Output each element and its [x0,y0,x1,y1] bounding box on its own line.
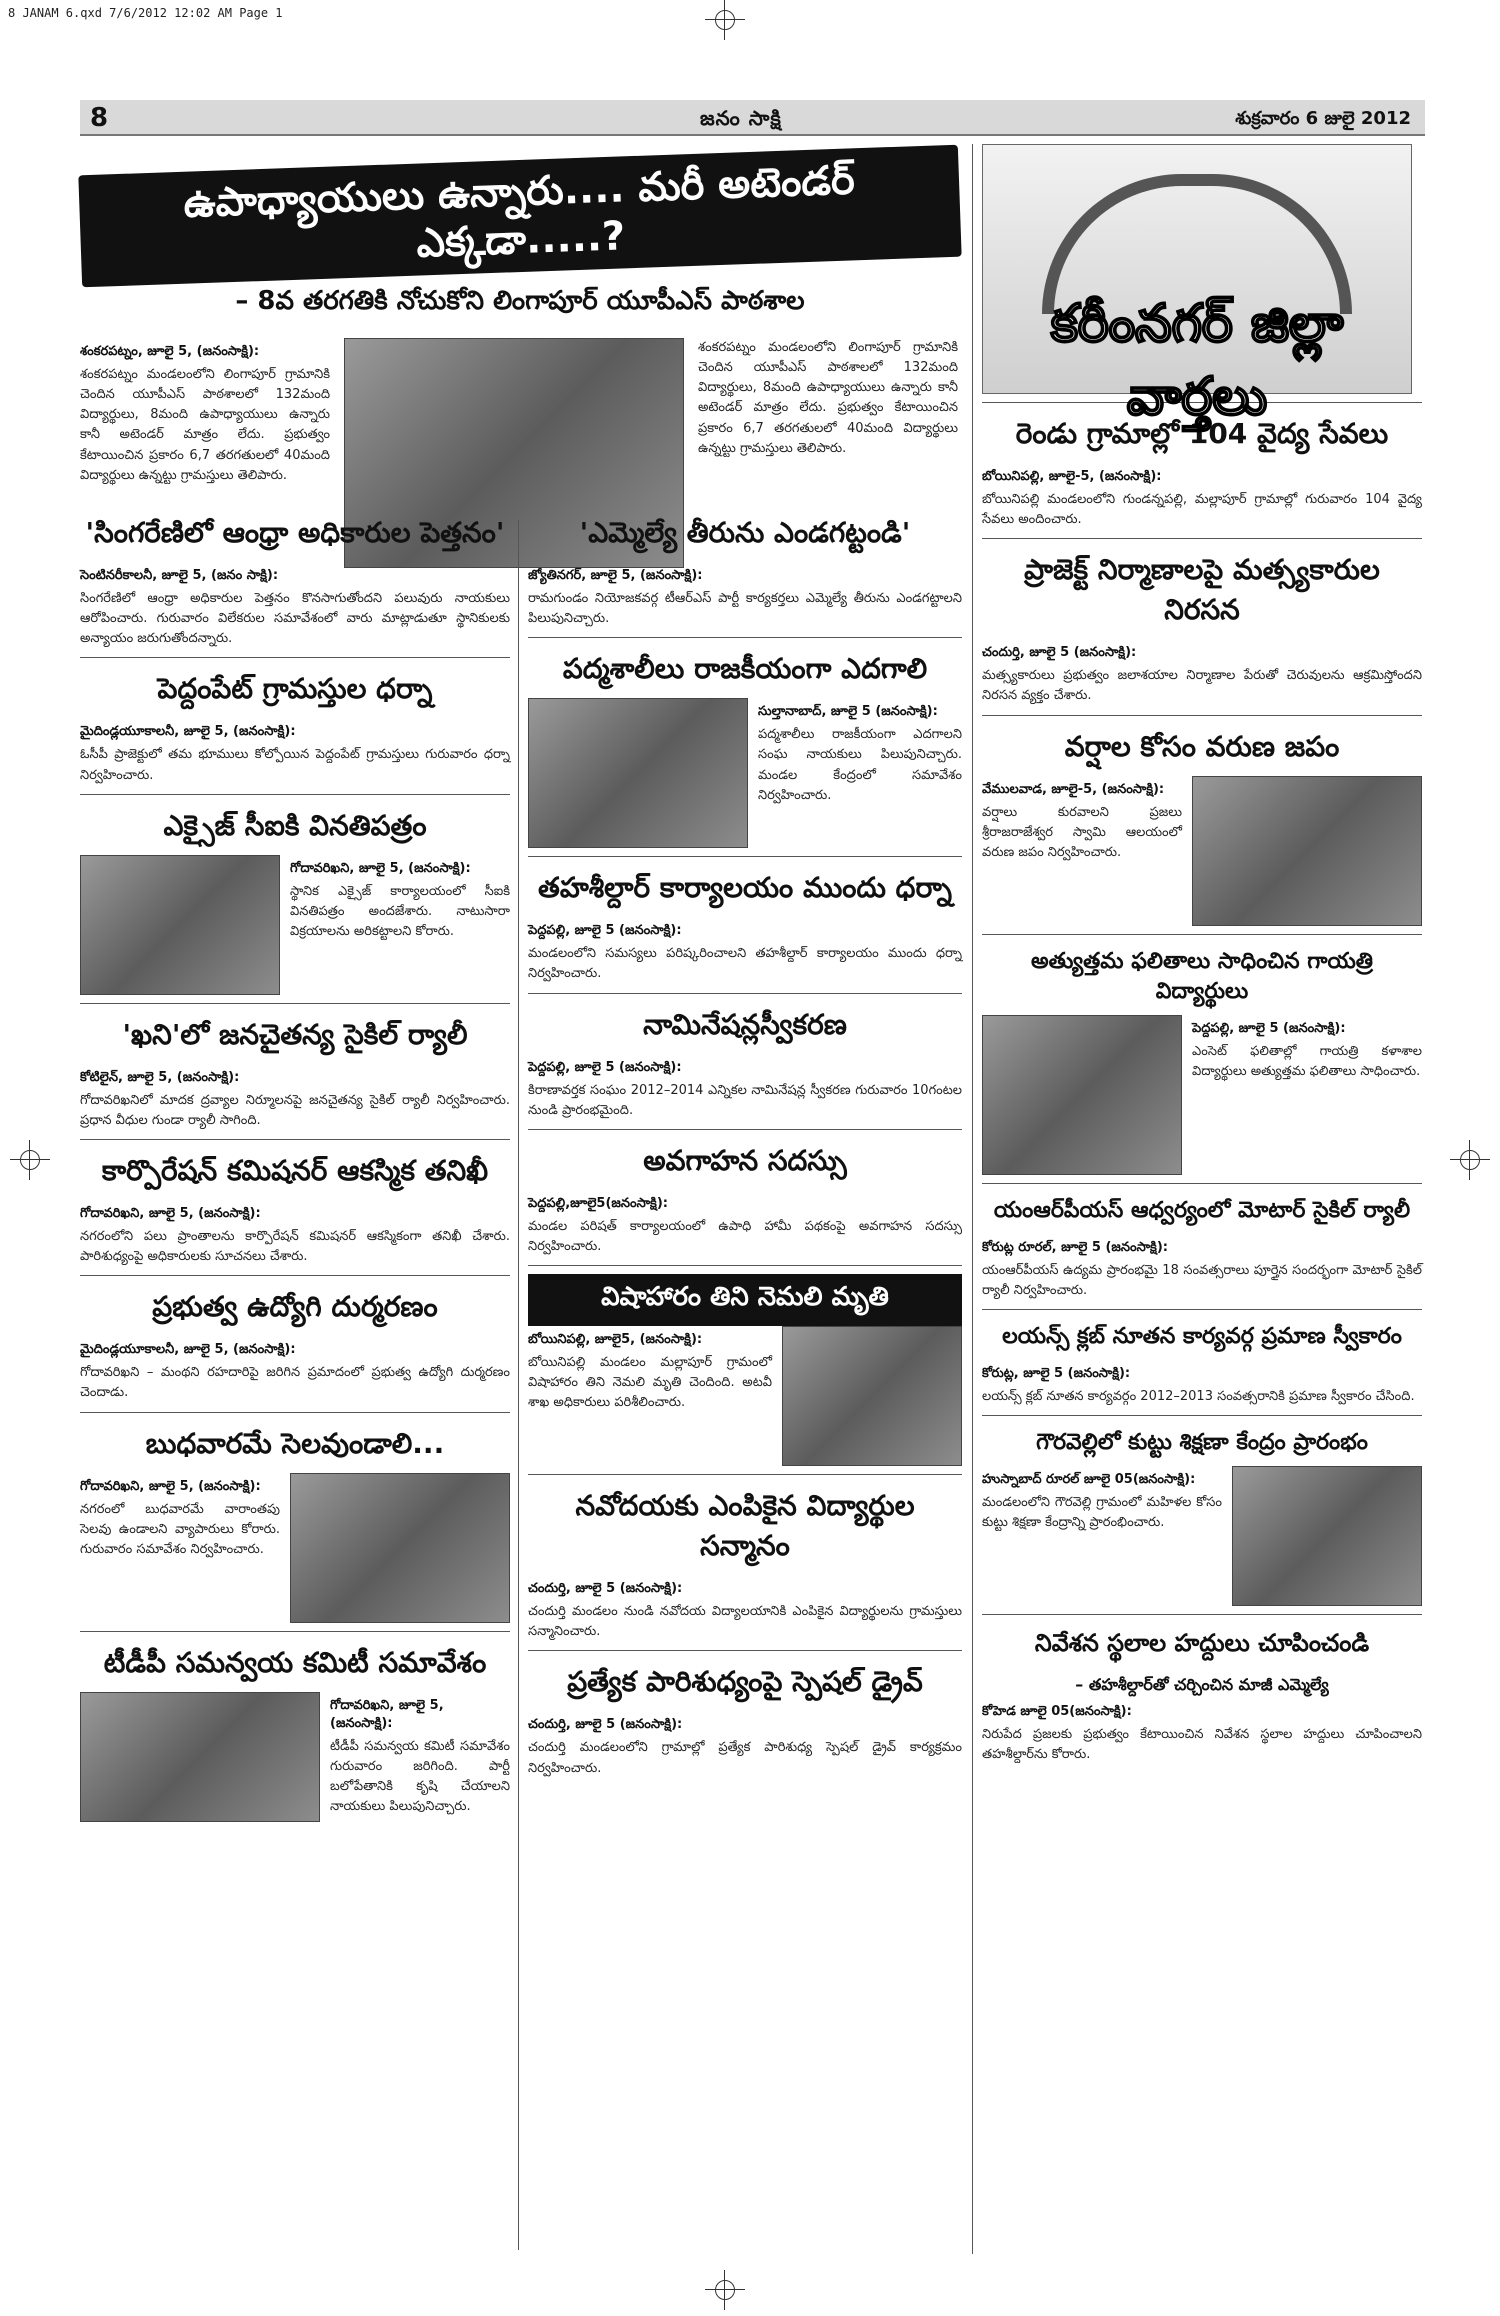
divider [982,1614,1422,1615]
story-mla [528,510,962,629]
dateline: గోదావరిఖని, జూలై 5, (జనంసాక్షి): [290,860,471,876]
story-gayatri [982,943,1422,1175]
headline: నామినేషన్లస్వీకరణ [643,1007,847,1041]
story-sanitation [528,1659,962,1778]
divider [80,1275,510,1276]
body: నిరుపేద ప్రజలకు ప్రభుత్వం కేటాయించిన నివేశన స్థలాల హద్దులు చూపించాలని తహశీల్దార్‌ను కోరారు. [982,1726,1422,1763]
headline: రెండు గ్రామాల్లో 104 వైద్య సేవలు [1015,417,1389,450]
body: వర్షాలు కురవాలని ప్రజలు శ్రీరాజరాజేశ్వర స్వామి ఆలయంలో వరుణ జపం నిర్వహించారు. [982,804,1182,860]
dateline: చందుర్తి, జూలై 5 (జనంసాక్షి): [528,1581,683,1597]
dateline: బోయినిపల్లి, జూలై5, (జనంసాక్షి): [528,1332,703,1348]
story-photo [80,855,280,995]
column-rule-2 [972,144,973,2254]
story-padmashali [528,646,962,848]
story-excise [80,803,510,995]
divider [80,1139,510,1140]
body: మండల పరిషత్ కార్యాలయంలో ఉపాధి హామీ పథకంపై అవగాహన సదస్సు నిర్వహించారు. [528,1218,962,1254]
district-title-graphic [982,144,1412,427]
story-mrps-rally [982,1192,1422,1301]
story-commissioner [80,1148,510,1267]
body: టీడీపీ సమన్వయ కమిటీ సమావేశం గురువారం జరిగింది. పార్టీ బలోపేతానికి కృషి చేయాలని నాయకులు పిలుపునిచ్చారు. [330,1738,510,1814]
body: మత్స్యకారులు ప్రభుత్వం జలాశయాల నిర్మాణాల పేరుతో చెరువులను ఆక్రమిస్తోందని నిరసన వ్యక్తం చేశారు. [982,668,1422,704]
headline: బుధవారమే సెలవుండాలి... [145,1426,445,1460]
headline: యంఆర్‌పీయస్ ఆధ్వర్యంలో మోటార్ సైకిల్ ర్యాలీ [993,1197,1411,1223]
divider [528,637,962,638]
divider [528,993,962,994]
story-wednesday-holiday [80,1421,510,1623]
registration-mark-bottom [705,2270,745,2310]
registration-mark-left [10,1140,50,1180]
divider [528,1474,962,1475]
headline: గౌరవెల్లిలో కుట్టు శిక్షణా కేంద్రం ప్రారంభం [1036,1429,1368,1455]
story-nominations [528,1002,962,1121]
divider [528,1265,962,1266]
dateline: పెద్దపల్లి, జూలై 5 (జనంసాక్షి): [528,1059,682,1075]
column-3 [982,144,1422,1765]
headline: వర్షాల కోసం వరుణ జపం [1064,729,1340,763]
dateline: చందుర్తి, జూలై 5 (జనంసాక్షి): [528,1717,683,1733]
body: మండలంలోని గౌరవెల్లి గ్రామంలో మహిళల కోసం కుట్టు శిక్షణా కేంద్రాన్ని ప్రారంభించారు. [982,1494,1222,1531]
body: గోదావరిఖని – మంథని రహదారిపై జరిగిన ప్రమాదంలో ప్రభుత్వ ఉద్యోగి దుర్మరణం చెందాడు. [80,1365,510,1401]
story-tdp [80,1640,510,1822]
divider [528,1129,962,1130]
headline: తహశీల్దార్ కార్యాలయం ముందు ధర్నా [538,871,952,905]
dateline: కోరుట్ల రూరల్, జూలై 5 (జనంసాక్షి): [982,1239,1168,1255]
dateline: మైదిండ్లయూకాలనీ, జూలై 5, (జనంసాక్షి): [80,1342,296,1358]
masthead: జనం సాక్షి [700,106,782,130]
lead-story [80,157,960,568]
dateline: కోహెడ జూలై 05(జనంసాక్షి): [982,1703,1132,1719]
headline: పద్మశాలీలు రాజకీయంగా ఎదగాలి [562,652,928,686]
dateline: గోదావరిఖని, జూలై 5, (జనంసాక్షి): [80,1205,261,1221]
body: ఎంసెట్ ఫలితాల్లో గాయత్రి కళాశాల విద్యార్థులు అత్యుత్తమ ఫలితాలు సాధించారు. [1192,1043,1422,1079]
column-1 [80,510,510,1822]
headline: 'ఎమ్మెల్యే తీరును ఎండగట్టండి' [579,516,911,549]
story-employee-death [80,1284,510,1403]
body: బోయినిపల్లి మండలంలోని గుండన్నపల్లి, మల్లాపూర్ గ్రామాల్లో గురువారం 104 వైద్య సేవలు అందించారు. [982,492,1422,528]
dateline: కోరుట్ల, జూలై 5 (జనంసాక్షి): [982,1365,1131,1381]
divider [528,856,962,857]
headline: ఎక్సైజ్ సీఐకి వినతిపత్రం [163,808,427,842]
story-photo [1232,1466,1422,1606]
divider [982,538,1422,539]
body: యంఆర్‌పీయస్ ఉద్యమ ప్రారంభమై 18 సంవత్సరాలు పూర్తైన సందర్భంగా మోటార్ సైకిల్ ర్యాలీ నిర్వహించారు. [982,1262,1422,1298]
divider [982,934,1422,935]
dateline: గోదావరిఖని, జూలై 5, (జనంసాక్షి): [330,1697,444,1731]
headline: ప్రత్యేక పారిశుధ్యంపై స్పెషల్ డ్రైవ్ [567,1665,923,1699]
dateline: గోదావరిఖని, జూలై 5, (జనంసాక్షి): [80,1478,261,1494]
headline: ప్రాజెక్ట్ నిర్మాణాలపై మత్స్యకారుల నిరసన [1024,553,1380,627]
dateline: సెంటినరీకాలనీ, జూలై 5, (జనం సాక్షి): [80,568,279,583]
dateline: పెద్దపల్లి, జూలై 5 (జనంసాక్షి): [528,923,682,939]
divider [982,715,1422,716]
story-fishermen [982,547,1422,706]
headline: 'ఖని'లో జనచైతన్య సైకిల్ ర్యాలీ [122,1017,468,1051]
subhead: – తహశీల్దార్‌తో చర్చించిన మాజీ ఎమ్మెల్యే [1075,1674,1329,1694]
headline: టీడీపీ సమన్వయ కమిటీ సమావేశం [103,1645,487,1679]
story-peddampet [80,666,510,785]
column-2 [528,510,962,1779]
story-peacock [528,1274,962,1466]
newspaper-page [80,100,1425,2260]
body: సింగరేణిలో ఆంధ్రా అధికారుల పెత్తనం కొనసాగుతోందని పలువురు నాయకులు ఆరోపించారు. గురువారం విలేకరుల సమావేశంలో వారు మాట్లాడుతూ స్థానికులకు అన్యాయం జరుగుతోందన్నారు. [80,591,510,647]
divider [80,657,510,658]
divider [528,1650,962,1651]
divider [982,1183,1422,1184]
body: చందుర్తి మండలంలోని గ్రామాల్లో ప్రత్యేక పారిశుధ్య స్పెషల్ డ్రైవ్ కార్యక్రమం నిర్వహించారు. [528,1740,962,1776]
story-navodaya [528,1483,962,1642]
dateline: పెద్దపల్లి, జూలై 5 (జనంసాక్షి): [1192,1020,1346,1036]
body: స్థానిక ఎక్సైజ్ కార్యాలయంలో సీఐకి వినతిపత్రం అందజేశారు. నాటుసారా విక్రయాలను అరికట్టాలని కోరారు. [290,883,510,939]
story-lions-club [982,1318,1422,1407]
body: మండలంలోని సమస్యలు పరిష్కరించాలని తహశీల్దార్ కార్యాలయం ముందు ధర్నా నిర్వహించారు. [528,946,962,982]
headline: అవగాహన సదస్సు [643,1143,847,1177]
story-photo [80,1692,320,1822]
story-photo [1192,776,1422,926]
dateline: పెద్దపల్లి,జూలై5(జనంసాక్షి): [528,1195,668,1211]
body: పద్మశాలీలు రాజకీయంగా ఎదగాలని సంఘ నాయకులు పిలుపునిచ్చారు. మండల కేంద్రంలో సమావేశం నిర్వహించారు. [758,727,962,803]
issue-date: శుక్రవారం 6 జులై 2012 [1235,108,1411,129]
headline: నివేశన స్థలాల హద్దులు చూపించండి [1034,1628,1370,1657]
body: గోదావరిఖనిలో మాదక ద్రవ్యాల నిర్మూలనపై జనచైతన్య సైకిల్ ర్యాలీ నిర్వహించారు. ప్రధాన వీధుల గుండా ర్యాలీ సాగింది. [80,1092,510,1128]
body: నగరంలో బుధవారమే వారాంతపు సెలవు ఉండాలని వ్యాపారులు కోరారు. గురువారం సమావేశం నిర్వహించారు. [80,1501,280,1557]
lead-subhead: – 8వ తరగతికి నోచుకోని లింగాపూర్ యూపీఎస్ పాఠశాల [235,286,805,316]
story-photo [982,1015,1182,1175]
body: ఓసీపీ ప్రాజెక్టులో తమ భూములు కోల్పోయిన పెద్దంపేట్ గ్రామస్తులు గురువారం ధర్నా నిర్వహించారు. [80,747,510,783]
headline: పెద్దంపేట్ గ్రామస్తుల ధర్నా [157,672,433,706]
column-rule-1 [518,520,519,2250]
divider [80,794,510,795]
dateline: బోయినిపల్లి, జూలై-5, (జనంసాక్షి): [982,469,1162,484]
headline: లయన్స్ క్లబ్ నూతన కార్యవర్గ ప్రమాణ స్వీకారం [1002,1323,1402,1349]
divider [982,1309,1422,1310]
story-house-sites [982,1623,1422,1765]
divider [80,1631,510,1632]
headline: 'సింగరేణిలో ఆంధ్రా అధికారుల పెత్తనం' [85,516,505,549]
story-varuna-japam [982,724,1422,926]
divider [982,1415,1422,1416]
body: లయన్స్ క్లబ్ నూతన కార్యవర్గం 2012–2013 సంవత్సరానికి ప్రమాణ స్వీకారం చేసింది. [982,1388,1415,1404]
body: బోయినిపల్లి మండలం మల్లాపూర్ గ్రామంలో విషాహారం తిని నెమలి మృతి చెందింది. అటవీ శాఖ అధికారులు పరిశీలించారు. [528,1355,772,1411]
story-singareni [80,510,510,649]
dateline: జ్యోతినగర్, జూలై 5, (జనంసాక్షి): [528,568,703,583]
lead-body-cont: శంకరపట్నం మండలంలోని లింగాపూర్ గ్రామానికి చెందిన యూపీఎస్ పాఠశాలలో 132మంది విద్యార్థులు, 8మంది ఉపాధ్యాయులు ఉన్నారు కానీ అటెండర్ మాత్రం లేదు. ప్రభుత్వం కేటాయించిన ప్రకారం 6,7 తరగతులలో 40మంది విద్యార్థులు ఉన్నట్టు గ్రామస్తులు తెలిపారు. [698,340,958,456]
divider [80,1412,510,1413]
story-tahsildar-dharna [528,865,962,984]
headline: ప్రభుత్వ ఉద్యోగి దుర్మరణం [152,1290,438,1324]
story-photo [782,1326,962,1466]
headline: విషాహారం తిని నెమలి మృతి [528,1274,962,1326]
body: రామగుండం నియోజకవర్గ టీఆర్ఎస్ పార్టీ కార్యకర్తలు ఎమ్మెల్యే తీరును ఎండగట్టాలని పిలుపునిచ్చారు. [528,591,962,627]
headline: నవోదయకు ఎంపికైన విద్యార్థుల సన్మానం [575,1489,915,1563]
district-title: కరీంనగర్ జిల్లా వార్తలు [1050,294,1344,427]
registration-mark-right [1450,1140,1490,1180]
page-number: 8 [90,103,109,133]
dateline: చందుర్తి, జూలై 5 (జనంసాక్షి): [982,645,1137,661]
lead-headline: ఉపాధ్యాయులు ఉన్నారు.... మరీ అటెండర్ ఎక్కడా.....? [78,145,961,288]
story-photo [290,1473,510,1623]
body: చందుర్తి మండలం నుండి నవోదయ విద్యాలయానికి ఎంపికైన విద్యార్థులను గ్రామస్తులు సన్మానించారు. [528,1604,962,1640]
body: కిరాణావర్తక సంఘం 2012–2014 ఎన్నికల నామినేషన్ల స్వీకరణ గురువారం 10గంటల నుండి ప్రారంభమైంది. [528,1082,962,1118]
lead-dateline: శంకరపట్నం, జూలై 5, (జనంసాక్షి): [80,344,260,359]
dateline: సుల్తానాబాద్, జూలై 5 (జనంసాక్షి): [758,704,938,720]
headline: కార్పొరేషన్ కమిషనర్ ఆకస్మిక తనిఖీ [101,1153,489,1187]
lead-body: శంకరపట్నం మండలంలోని లింగాపూర్ గ్రామానికి చెందిన యూపీఎస్ పాఠశాలలో 132మంది విద్యార్థులు, 8మంది ఉపాధ్యాయులు ఉన్నారు కానీ అటెండర్ మాత్రం లేదు. ప్రభుత్వం కేటాయించిన ప్రకారం 6,7 తరగతులలో 40మంది విద్యార్థులు ఉన్నట్టు గ్రామస్తులు తెలిపారు. [80,367,330,483]
print-slug: 8 JANAM 6.qxd 7/6/2012 12:02 AM Page 1 [8,6,283,20]
body: నగరంలోని పలు ప్రాంతాలను కార్పొరేషన్ కమిషనర్ ఆకస్మికంగా తనిఖీ చేశారు. పారిశుధ్యంపై అధికారులకు సూచనలు చేశారు. [80,1228,510,1265]
headline: అత్యుత్తమ ఫలితాలు సాధించిన గాయత్రి విద్యార్థులు [1031,948,1373,1004]
story-tailoring [982,1424,1422,1606]
dateline: కోటిలైన్, జూలై 5, (జనంసాక్షి): [80,1069,240,1085]
dateline: వేములవాడ, జూలై-5, (జనంసాక్షి): [982,781,1165,797]
story-photo [528,698,748,848]
dateline: మైదిండ్లయూకాలనీ, జూలై 5, (జనంసాక్షి): [80,724,296,740]
story-cycle-rally [80,1012,510,1131]
story-awareness [528,1138,962,1257]
dateline: హుస్నాబాద్ రూరల్ జూలై 05(జనంసాక్షి): [982,1471,1196,1487]
divider [80,1003,510,1004]
page-header [80,100,1425,136]
registration-mark-top [705,0,745,40]
